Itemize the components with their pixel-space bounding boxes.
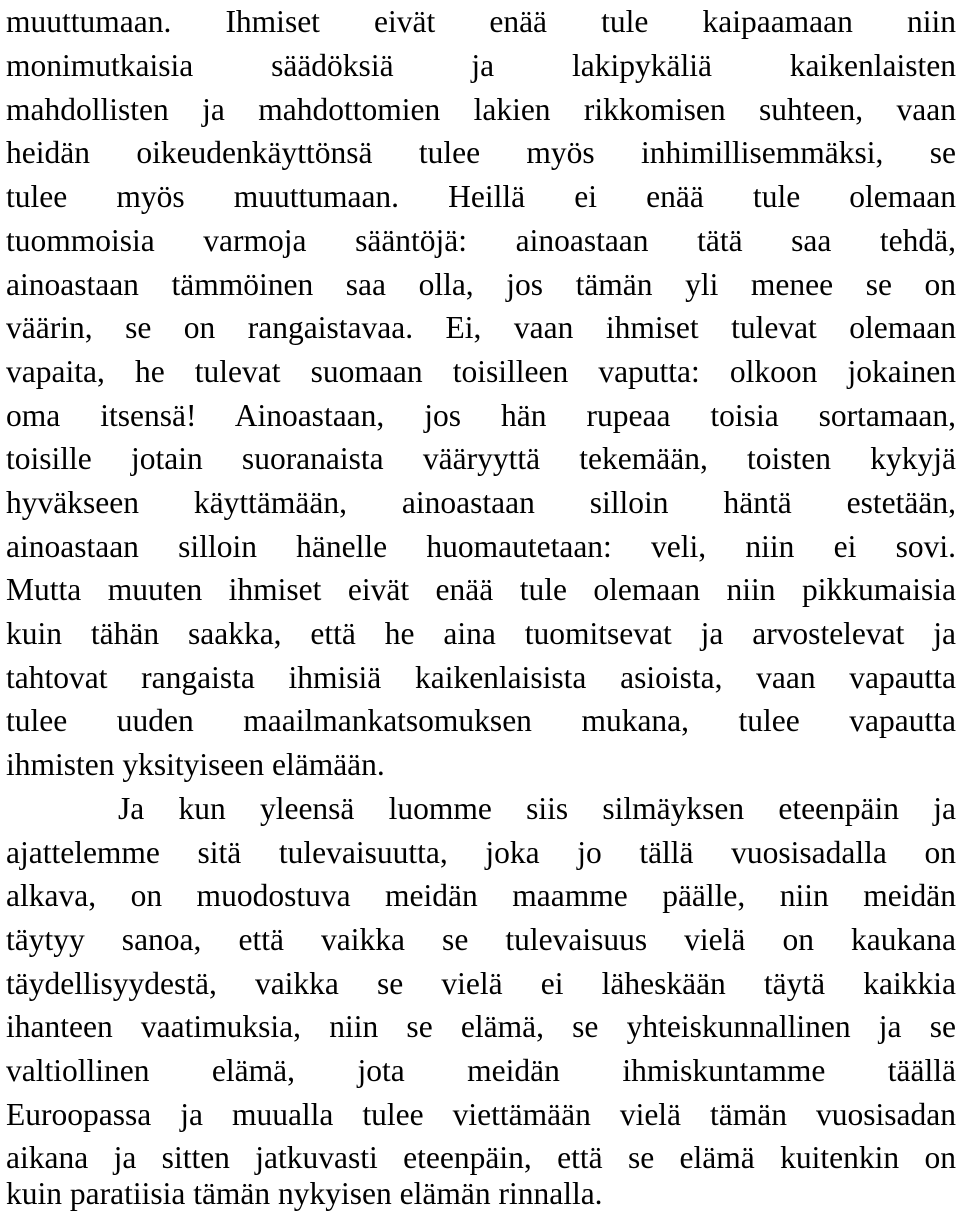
text-line: Mutta muuten ihmiset eivät enää tule olemaan niin pikkumaisia xyxy=(6,572,956,607)
text-line: monimutkaisia säädöksiä ja lakipykäliä kaikenlaisten xyxy=(6,48,956,83)
text-line: täydellisyydestä, vaikka se vielä ei läheskään täytä kaikkia xyxy=(6,966,956,1001)
text-line: ainoastaan silloin hänelle huomautetaan: veli, niin ei sovi. xyxy=(6,529,956,564)
text-line: vapaita, he tulevat suomaan toisilleen vaputta: olkoon jokainen xyxy=(6,354,956,389)
text-line: heidän oikeudenkäyttönsä tulee myös inhimillisemmäksi, se xyxy=(6,135,956,170)
text-line: täytyy sanoa, että vaikka se tulevaisuus vielä on kaukana xyxy=(6,922,956,957)
text-line: toisille jotain suoranaista vääryyttä tekemään, toisten kykyjä xyxy=(6,441,956,476)
text-line: tuommoisia varmoja sääntöjä: ainoastaan tätä saa tehdä, xyxy=(6,223,956,258)
text-line: kuin paratiisia tämän nykyisen elämän rinnalla. xyxy=(6,1176,603,1211)
text-line: valtiollinen elämä, jota meidän ihmiskuntamme täällä xyxy=(6,1053,956,1088)
text-line: tulee uuden maailmankatsomuksen mukana, tulee vapautta xyxy=(6,703,956,738)
text-line: mahdollisten ja mahdottomien lakien rikkomisen suhteen, vaan xyxy=(6,92,956,127)
text-line: ainoastaan tämmöinen saa olla, jos tämän yli menee se on xyxy=(6,267,956,302)
text-line: ihmisten yksityiseen elämään. xyxy=(6,747,385,782)
text-line: kuin tähän saakka, että he aina tuomitsevat ja arvostelevat ja xyxy=(6,616,956,651)
text-line: ajattelemme sitä tulevaisuutta, joka jo tällä vuosisadalla on xyxy=(6,835,956,870)
paragraph-start-line: Ja kun yleensä luomme siis silmäyksen eteenpäin ja xyxy=(118,791,956,826)
text-line: Euroopassa ja muualla tulee viettämään vielä tämän vuosisadan xyxy=(6,1097,956,1132)
text-line: hyväkseen käyttämään, ainoastaan silloin häntä estetään, xyxy=(6,485,956,520)
text-line: alkava, on muodostuva meidän maamme päälle, niin meidän xyxy=(6,878,956,913)
text-line: väärin, se on rangaistavaa. Ei, vaan ihmiset tulevat olemaan xyxy=(6,310,956,345)
text-line: ihanteen vaatimuksia, niin se elämä, se yhteiskunnallinen ja se xyxy=(6,1009,956,1044)
text-line: tulee myös muuttumaan. Heillä ei enää tule olemaan xyxy=(6,179,956,214)
text-line: tahtovat rangaista ihmisiä kaikenlaisista asioista, vaan vapautta xyxy=(6,660,956,695)
text-line: muuttumaan. Ihmiset eivät enää tule kaipaamaan niin xyxy=(6,4,956,39)
text-line: oma itsensä! Ainoastaan, jos hän rupeaa toisia sortamaan, xyxy=(6,398,956,433)
text-line: aikana ja sitten jatkuvasti eteenpäin, että se elämä kuitenkin on xyxy=(6,1140,956,1175)
